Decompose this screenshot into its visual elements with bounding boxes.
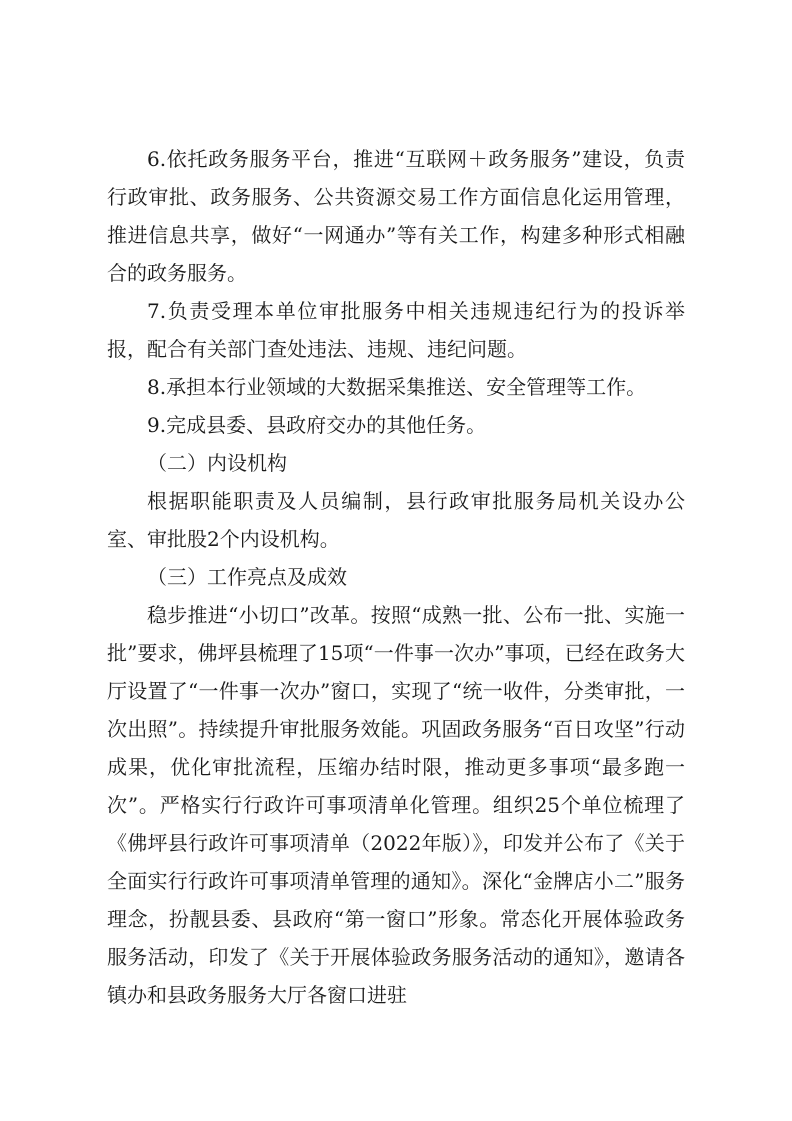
paragraph-item-8: 8.承担本行业领域的大数据采集推送、安全管理等工作。 <box>147 375 647 399</box>
section-heading-highlights: （三）工作亮点及成效 <box>147 565 347 589</box>
paragraph-item-9: 9.完成县委、县政府交办的其他任务。 <box>147 413 487 437</box>
document-body <box>107 140 685 1014</box>
paragraph-highlights: 稳步推进“小切口”改革。按照“成熟一批、公布一批、实施一批”要求，佛坪县梳理了15项“一件事一次办”事项，已经在政务大厅设置了“一件事一次办”窗口，实现了“统一收件，分类审批，一次出照”。持续提升审批服务效能。巩固政务服务“百日攻坚”行动成果，优化审批流程，压缩办结时限，推动更多事项“最多跑一次”。严格实行行政许可事项清单化管理。组织25个单位梳理了《佛坪县行政许可事项清单（2022年版）》，印发并公布了《关于全面实行行政许可事项清单管理的通知》。深化“金牌店小二”服务理念，扮靓县委、县政府“第一窗口”形象。常态化开展体验政务服务活动，印发了《关于开展体验政务服务活动的通知》，邀请各镇办和县政务服务大厅各窗口进驻 <box>107 603 685 1007</box>
paragraph-item-7: 7.负责受理本单位审批服务中相关违规违纪行为的投诉举报，配合有关部门查处违法、违规、违纪问题。 <box>107 299 685 361</box>
paragraph-internal-structure: 根据职能职责及人员编制，县行政审批服务局机关设办公室、审批股2个内设机构。 <box>107 489 685 551</box>
section-heading-internal-structure: （二）内设机构 <box>147 451 287 475</box>
paragraph-item-6: 6.依托政务服务平台，推进“互联网＋政务服务”建设，负责行政审批、政务服务、公共资源交易工作方面信息化运用管理，推进信息共享，做好“一网通办”等有关工作，构建多种形式相融合的政务服务。 <box>107 147 685 285</box>
